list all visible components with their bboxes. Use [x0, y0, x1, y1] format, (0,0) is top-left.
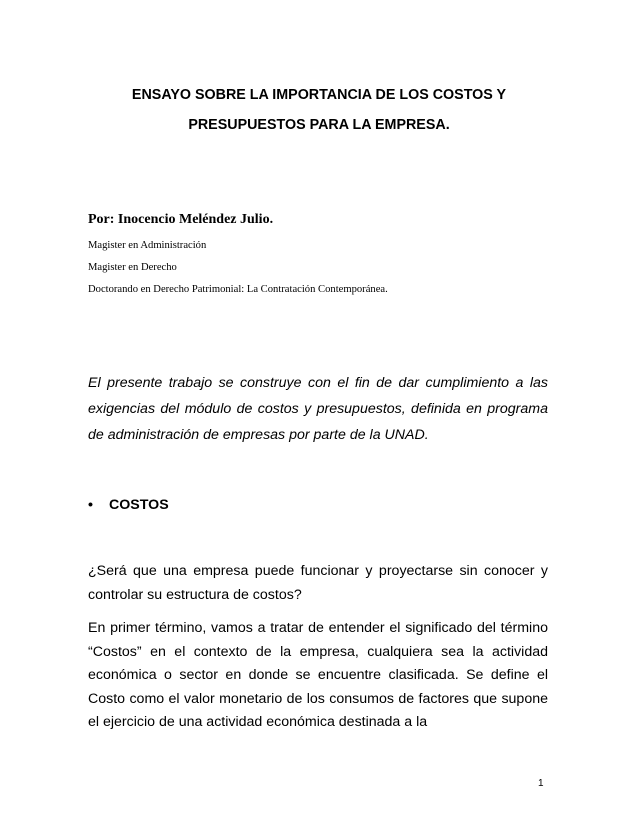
body-paragraph: ¿Será que una empresa puede funcionar y proyectarse sin conocer y controlar su estructura de costos?	[88, 563, 548, 603]
document-title-line-1: ENSAYO SOBRE LA IMPORTANCIA DE LOS COSTOS Y	[131, 87, 507, 103]
author-credential: Magister en Administración	[88, 240, 207, 251]
page-number: 1	[538, 778, 544, 789]
author-name: Por: Inocencio Meléndez Julio.	[88, 212, 274, 227]
bullet-icon: •	[88, 497, 93, 513]
author-credential: Magister en Derecho	[88, 262, 177, 273]
body-paragraph: En primer término, vamos a tratar de entender el significado del término “Costos” en el contexto de la empresa, cualquiera sea la actividad económica o sector en donde se encuentre clasificada. Se define el Costo como el valor monetario de los consumos de factores que supone el ejercicio de una actividad económica destinada a la	[88, 620, 548, 730]
section-heading-text: COSTOS	[109, 497, 169, 513]
document-title-line-2: PRESUPUESTOS PARA LA EMPRESA.	[188, 117, 450, 133]
author-credential: Doctorando en Derecho Patrimonial: La Contratación Contemporánea.	[88, 284, 388, 295]
abstract-paragraph: El presente trabajo se construye con el fin de dar cumplimiento a las exigencias del módulo de costos y presupuestos, definida en programa de administración de empresas por parte de la UNAD.	[88, 375, 548, 443]
